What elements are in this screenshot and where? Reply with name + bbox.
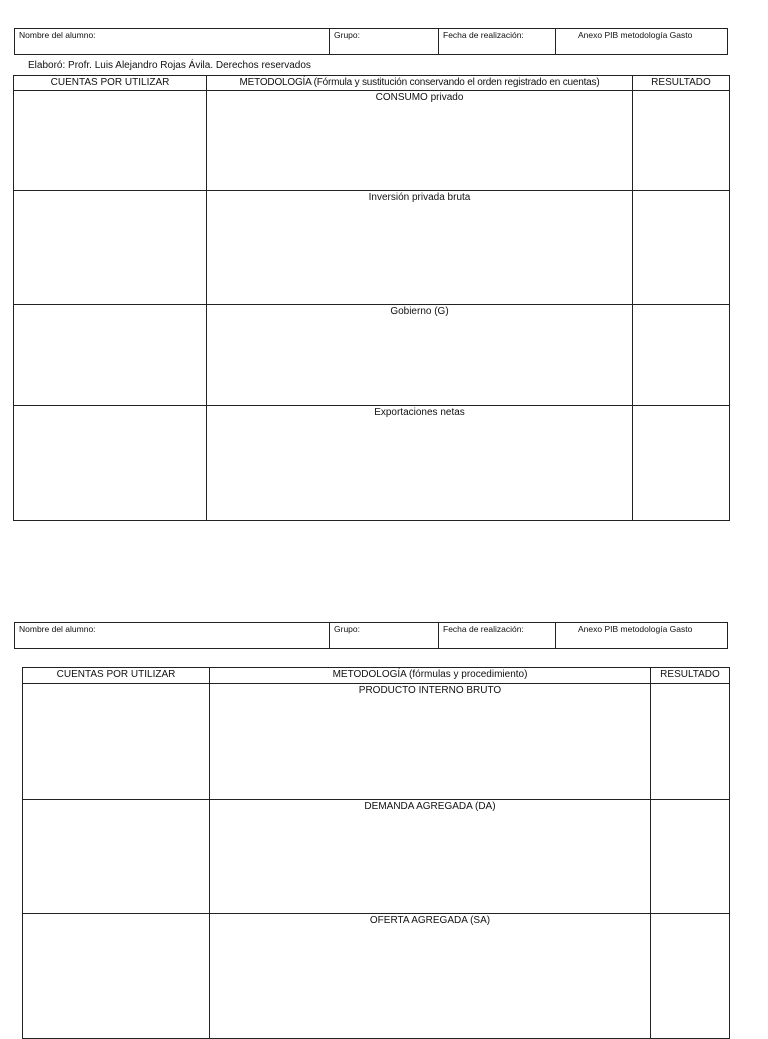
sheet1-date-label: Fecha de realización:	[443, 30, 524, 40]
sheet1-header-divider	[329, 28, 330, 55]
sheet2-col-result: RESULTADO	[660, 669, 720, 680]
sheet2-col-divider	[209, 667, 210, 1039]
sheet2-col-divider	[650, 667, 651, 1039]
sheet2-row-divider	[22, 913, 730, 914]
sheet2-header-divider	[555, 622, 556, 649]
sheet1-row-divider	[13, 405, 730, 406]
sheet1-annex-label: Anexo PIB metodología Gasto	[578, 30, 693, 40]
sheet2-table	[22, 667, 730, 1039]
sheet1-section-title: CONSUMO privado	[375, 92, 464, 103]
sheet1-section-title: Inversión privada bruta	[368, 192, 471, 203]
sheet1-section-title: Exportaciones netas	[374, 407, 465, 418]
sheet1-col-methodology: METODOLOGÍA (Fórmula y sustitución conservando el orden registrado en cuentas)	[239, 77, 600, 88]
sheet2-col-accounts: CUENTAS POR UTILIZAR	[56, 669, 176, 680]
sheet2-student-name-label: Nombre del alumno:	[19, 624, 96, 634]
sheet2-date-label: Fecha de realización:	[443, 624, 524, 634]
sheet1-table	[13, 75, 730, 521]
sheet1-header-divider	[555, 28, 556, 55]
sheet2-section-title: PRODUCTO INTERNO BRUTO	[358, 685, 502, 696]
sheet1-col-accounts: CUENTAS POR UTILIZAR	[50, 77, 170, 88]
sheet2-header-row-divider	[22, 683, 730, 684]
sheet1-row-divider	[13, 190, 730, 191]
sheet2-annex-label: Anexo PIB metodología Gasto	[578, 624, 693, 634]
sheet1-header-divider	[438, 28, 439, 55]
sheet2-header-divider	[438, 622, 439, 649]
sheet2-group-label: Grupo:	[334, 624, 360, 634]
sheet1-credit: Elaboró: Profr. Luis Alejandro Rojas Ávila. Derechos reservados	[28, 60, 311, 71]
sheet2-header-divider	[329, 622, 330, 649]
sheet1-header-row-divider	[13, 90, 730, 91]
sheet1-col-result: RESULTADO	[651, 77, 711, 88]
sheet2-row-divider	[22, 799, 730, 800]
sheet1-col-divider	[632, 75, 633, 521]
sheet1-row-divider	[13, 304, 730, 305]
sheet1-section-title: Gobierno (G)	[390, 306, 449, 317]
sheet2-col-methodology: METODOLOGÍA (fórmulas y procedimiento)	[332, 669, 528, 680]
sheet1-student-name-label: Nombre del alumno:	[19, 30, 96, 40]
sheet2-section-title: OFERTA AGREGADA (SA)	[369, 915, 491, 926]
sheet2-section-title: DEMANDA AGREGADA (DA)	[364, 801, 496, 812]
sheet1-col-divider	[206, 75, 207, 521]
sheet1-group-label: Grupo:	[334, 30, 360, 40]
